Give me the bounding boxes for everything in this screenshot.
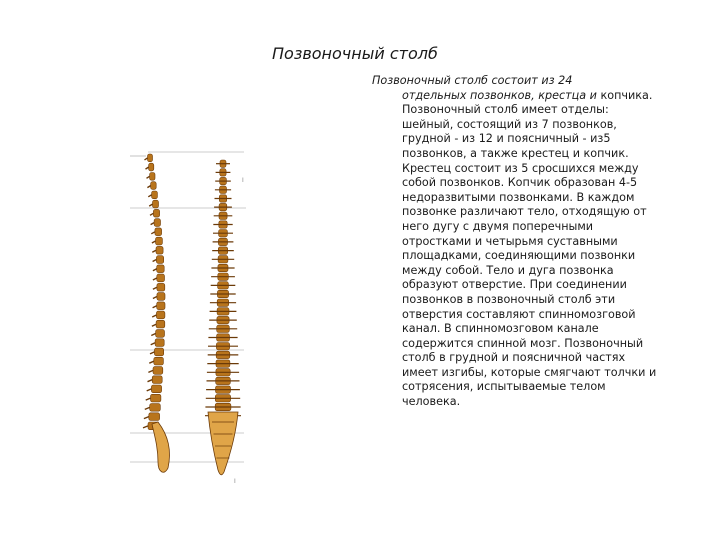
vertebra-lateral [150,404,161,412]
vertebra-lateral [151,182,157,190]
text-line [372,308,690,323]
text-segment: Позвоночный столб состоит из 24 [372,74,573,87]
vertebra-lateral [156,246,163,254]
spinous-process [152,315,156,317]
text-line [372,191,690,206]
text-line [372,205,690,220]
vertebra-lateral [153,200,159,208]
spinous-process [145,158,148,160]
vertebra-lateral [154,348,163,356]
spinous-process [143,426,148,428]
vertebra-lateral [155,339,164,347]
figure-label-mark: I [242,177,244,184]
text-line [372,103,690,118]
spinous-process [153,287,157,289]
body-text [372,74,690,410]
spinous-process [151,232,155,234]
text-line [372,118,690,133]
spinous-process [151,223,155,225]
spinous-process [153,269,157,271]
vertebra-lateral [154,357,164,365]
spinous-process [153,278,157,280]
text-line [372,162,690,177]
text-line [372,337,690,352]
text-segment: Крестец состоит из 5 сросшихся между [402,161,639,175]
spinous-process [147,176,150,178]
spinous-process [151,334,155,336]
spinous-process [149,204,152,206]
text-line [372,395,690,410]
spinous-process [150,213,153,215]
spinous-process [152,324,156,326]
spinous-process [147,389,152,391]
text-line [372,220,690,235]
text-line [372,366,690,381]
text-segment: позвонков, а также крестец и копчик. [402,146,629,160]
spinous-process [153,297,157,299]
spine-lateral-view [143,154,170,472]
text-line [372,176,690,191]
spinous-process [150,352,154,354]
vertebra-lateral [151,394,161,402]
text-line [372,380,690,395]
spine-illustration [128,150,248,490]
spine-frontal-view [205,160,241,475]
figure-label-mark: I [234,478,236,485]
spinous-process [153,306,157,308]
vertebra-lateral [153,209,159,217]
text-segment: позвонке различают тело, отходящую от [402,205,647,219]
spinous-process [148,370,153,372]
text-segment: недоразвитыми позвонками. В каждом [402,190,635,204]
spinous-process [145,407,150,409]
text-segment: между собой. Тело и дуга позвонка [402,263,614,277]
text-segment: шейный, состоящий из 7 позвонков, [402,117,617,131]
vertebra-lateral [148,154,153,162]
text-segment: копчика. [600,88,653,102]
vertebra-lateral [156,320,165,328]
spinous-process [148,380,153,382]
text-line [372,293,690,308]
text-segment: отверстия составляют спинномозговой [402,307,636,321]
spinous-process [146,398,151,400]
vertebra-lateral [157,274,165,282]
text-line [372,132,690,147]
spinous-process [152,250,156,252]
vertebra-lateral [157,302,165,310]
text-segment: площадками, соединяющими позвонки [402,249,636,263]
vertebra-lateral [151,385,161,393]
text-segment: него дугу с двумя поперечными [402,219,594,233]
vertebra-lateral [154,219,160,227]
text-segment: человека. [402,395,461,409]
text-line [372,89,690,104]
text-segment: столб в грудной и поясничной частях [402,351,626,365]
text-segment: имеет изгибы, которые смягчают толчки и [402,365,657,379]
text-line [372,322,690,337]
text-segment: образуют отверстие. При соединении [402,278,627,292]
text-line [372,235,690,250]
spinous-process [152,241,156,243]
spinous-process [147,186,150,188]
text-segment: Позвоночный столб имеет отделы: [402,103,609,117]
vertebra-lateral [156,311,165,319]
vertebra-lateral [150,173,155,181]
vertebra-lateral [156,330,165,338]
vertebra-lateral [157,283,165,291]
vertebra-lateral [152,191,158,199]
spinous-process [146,167,149,169]
text-segment: содержится спинной мозг. Позвоночный [402,336,644,350]
text-line [372,249,690,264]
text-segment: сотрясения, испытываемые телом [402,380,606,394]
text-segment: отдельных позвонков, крестца и [402,88,601,102]
vertebra-lateral [157,293,165,301]
text-line [372,74,690,89]
vertebra-lateral [152,376,162,384]
sacrum-lateral [152,422,170,472]
vertebra-lateral [156,256,163,264]
spinous-process [144,417,149,419]
text-segment: канал. В спинномозговом канале [402,322,599,336]
sacrum-frontal [208,412,238,475]
text-line [372,351,690,366]
text-segment: собой позвонков. Копчик образован 4-5 [402,176,638,190]
vertebra-lateral [156,237,163,245]
text-segment: позвонков в позвоночный столб эти [402,292,616,306]
vertebra-lateral [149,413,160,421]
vertebra-lateral [157,265,165,273]
spinous-process [151,343,155,345]
text-segment: отростками и четырьмя суставными [402,234,618,248]
text-line [372,147,690,162]
spinous-process [149,361,154,363]
vertebra-lateral [153,367,163,375]
text-segment: грудной - из 12 и поясничный - из5 [402,132,611,146]
spinous-process [153,260,157,262]
text-line [372,278,690,293]
vertebra-lateral [149,163,154,171]
slide-title: Позвоночный столб [272,44,438,63]
text-line [372,264,690,279]
vertebra-lateral [155,228,162,236]
spinous-process [148,195,151,197]
